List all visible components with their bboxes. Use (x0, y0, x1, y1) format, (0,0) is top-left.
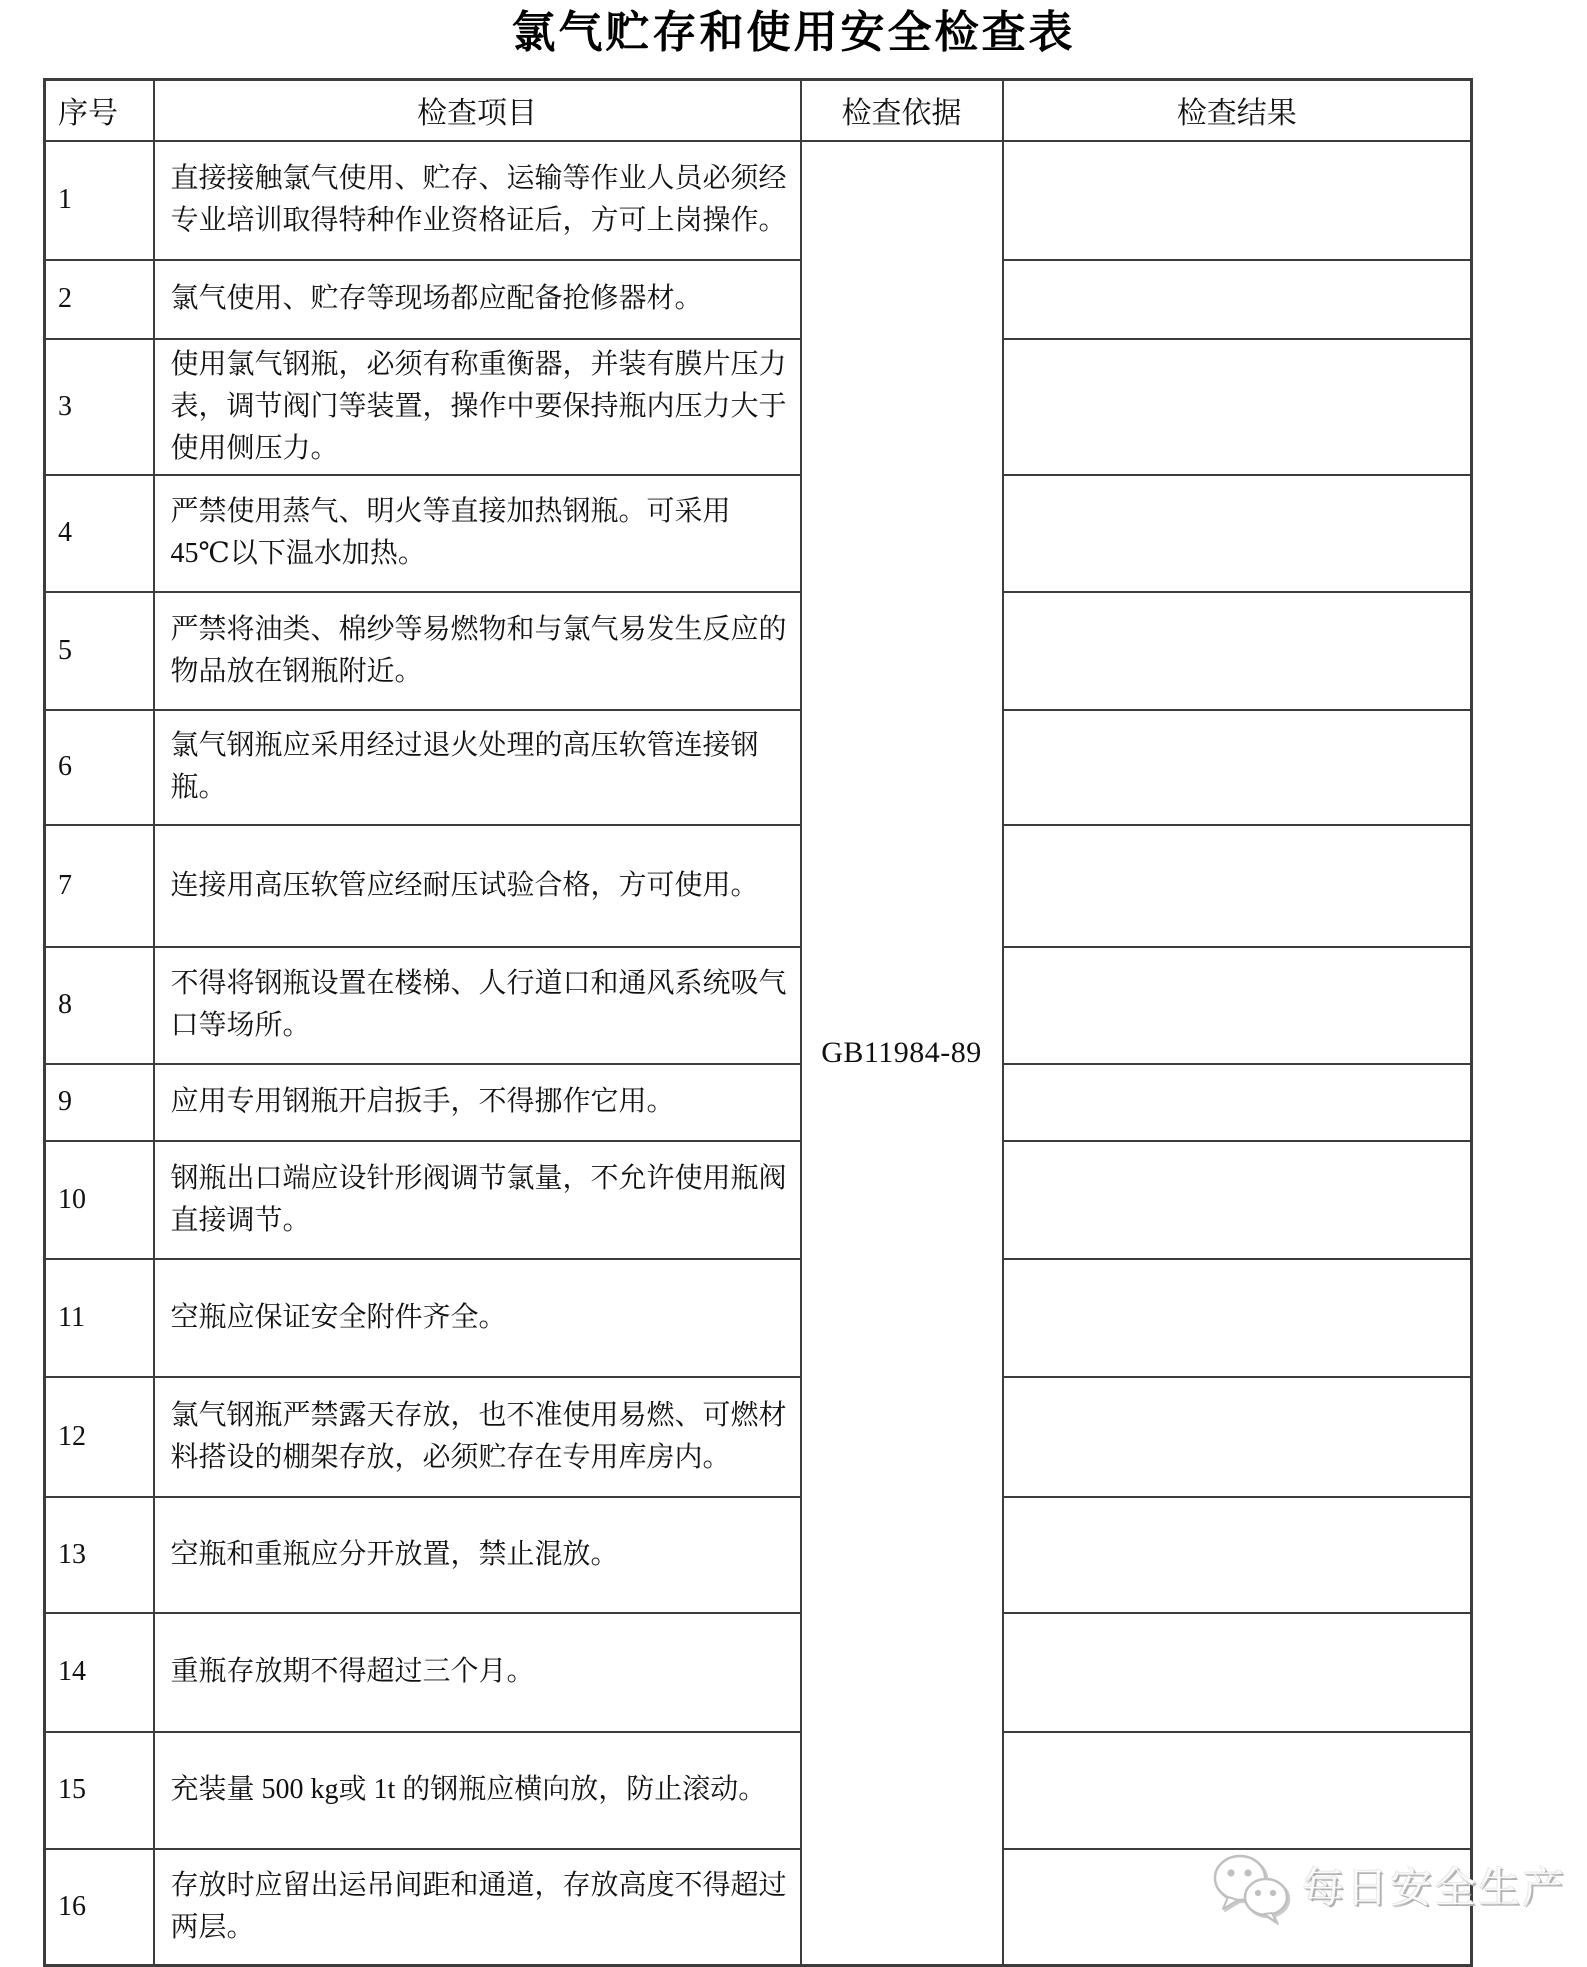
table-row (45, 475, 1472, 592)
row-serial-number: 5 (45, 592, 154, 710)
inspection-item-text: 空瓶应保证安全附件齐全。 (154, 1259, 801, 1377)
table-row (45, 592, 1472, 710)
table-row (45, 1064, 1472, 1141)
inspection-result-cell (1003, 260, 1472, 339)
row-serial-number: 14 (45, 1613, 154, 1732)
row-serial-number: 12 (45, 1377, 154, 1497)
inspection-item-text: 氯气钢瓶应采用经过退火处理的高压软管连接钢瓶。 (154, 710, 801, 825)
inspection-result-cell (1003, 141, 1472, 260)
row-serial-number: 11 (45, 1259, 154, 1377)
watermark-text: 每日安全生产 (1302, 1864, 1567, 1911)
header-inspection-basis: 检查依据 (801, 80, 1003, 141)
page-title: 氯气贮存和使用安全检查表 (511, 8, 1076, 57)
inspection-result-cell (1003, 1377, 1472, 1497)
table-row (45, 1259, 1472, 1377)
inspection-result-cell (1003, 475, 1472, 592)
inspection-result-cell (1003, 1613, 1472, 1732)
table-row (45, 1141, 1472, 1259)
row-serial-number: 3 (45, 339, 154, 475)
table-row (45, 1849, 1472, 1966)
table-row (45, 141, 1472, 260)
inspection-item-text: 重瓶存放期不得超过三个月。 (154, 1613, 801, 1732)
inspection-item-text: 存放时应留出运吊间距和通道，存放高度不得超过两层。 (154, 1849, 801, 1966)
row-serial-number: 1 (45, 141, 154, 260)
row-serial-number: 8 (45, 947, 154, 1064)
inspection-result-cell (1003, 339, 1472, 475)
inspection-basis-cell: GB11984-89 (801, 141, 1003, 1966)
table-body (45, 141, 1472, 1966)
inspection-result-cell (1003, 710, 1472, 825)
row-serial-number: 6 (45, 710, 154, 825)
table-row (45, 947, 1472, 1064)
table-row (45, 339, 1472, 475)
row-serial-number: 10 (45, 1141, 154, 1259)
inspection-item-text: 氯气钢瓶严禁露天存放，也不准使用易燃、可燃材料搭设的棚架存放，必须贮存在专用库房内。 (154, 1377, 801, 1497)
inspection-item-text: 连接用高压软管应经耐压试验合格，方可使用。 (154, 825, 801, 947)
inspection-result-cell (1003, 592, 1472, 710)
inspection-result-cell (1003, 1732, 1472, 1849)
inspection-item-text: 空瓶和重瓶应分开放置，禁止混放。 (154, 1497, 801, 1613)
table-row (45, 1377, 1472, 1497)
table-row (45, 1613, 1472, 1732)
header-inspection-result: 检查结果 (1003, 80, 1472, 141)
row-serial-number: 15 (45, 1732, 154, 1849)
inspection-item-text: 严禁将油类、棉纱等易燃物和与氯气易发生反应的物品放在钢瓶附近。 (154, 592, 801, 710)
header-serial-number: 序号 (45, 80, 154, 141)
inspection-table (43, 78, 1473, 1967)
inspection-result-cell (1003, 947, 1472, 1064)
inspection-item-text: 应用专用钢瓶开启扳手，不得挪作它用。 (154, 1064, 801, 1141)
inspection-result-cell (1003, 825, 1472, 947)
row-serial-number: 16 (45, 1849, 154, 1966)
header-row (45, 80, 1472, 141)
inspection-item-text: 使用氯气钢瓶，必须有称重衡器，并装有膜片压力表，调节阀门等装置，操作中要保持瓶内压力大于使用侧压力。 (154, 339, 801, 475)
header-inspection-item: 检查项目 (154, 80, 801, 141)
inspection-item-text: 直接接触氯气使用、贮存、运输等作业人员必须经专业培训取得特种作业资格证后，方可上岗操作。 (154, 141, 801, 260)
inspection-item-text: 不得将钢瓶设置在楼梯、人行道口和通风系统吸气口等场所。 (154, 947, 801, 1064)
inspection-result-cell (1003, 1259, 1472, 1377)
table-row (45, 710, 1472, 825)
inspection-result-cell (1003, 1849, 1472, 1966)
table-row (45, 1497, 1472, 1613)
inspection-result-cell (1003, 1497, 1472, 1613)
table-row (45, 1732, 1472, 1849)
inspection-result-cell (1003, 1141, 1472, 1259)
row-serial-number: 2 (45, 260, 154, 339)
inspection-item-text: 充装量 500 kg或 1t 的钢瓶应横向放，防止滚动。 (154, 1732, 801, 1849)
table-row (45, 260, 1472, 339)
row-serial-number: 7 (45, 825, 154, 947)
row-serial-number: 13 (45, 1497, 154, 1613)
inspection-result-cell (1003, 1064, 1472, 1141)
row-serial-number: 9 (45, 1064, 154, 1141)
row-serial-number: 4 (45, 475, 154, 592)
inspection-item-text: 钢瓶出口端应设针形阀调节氯量，不允许使用瓶阀直接调节。 (154, 1141, 801, 1259)
table-row (45, 825, 1472, 947)
inspection-item-text: 严禁使用蒸气、明火等直接加热钢瓶。可采用 45℃以下温水加热。 (154, 475, 801, 592)
inspection-item-text: 氯气使用、贮存等现场都应配备抢修器材。 (154, 260, 801, 339)
